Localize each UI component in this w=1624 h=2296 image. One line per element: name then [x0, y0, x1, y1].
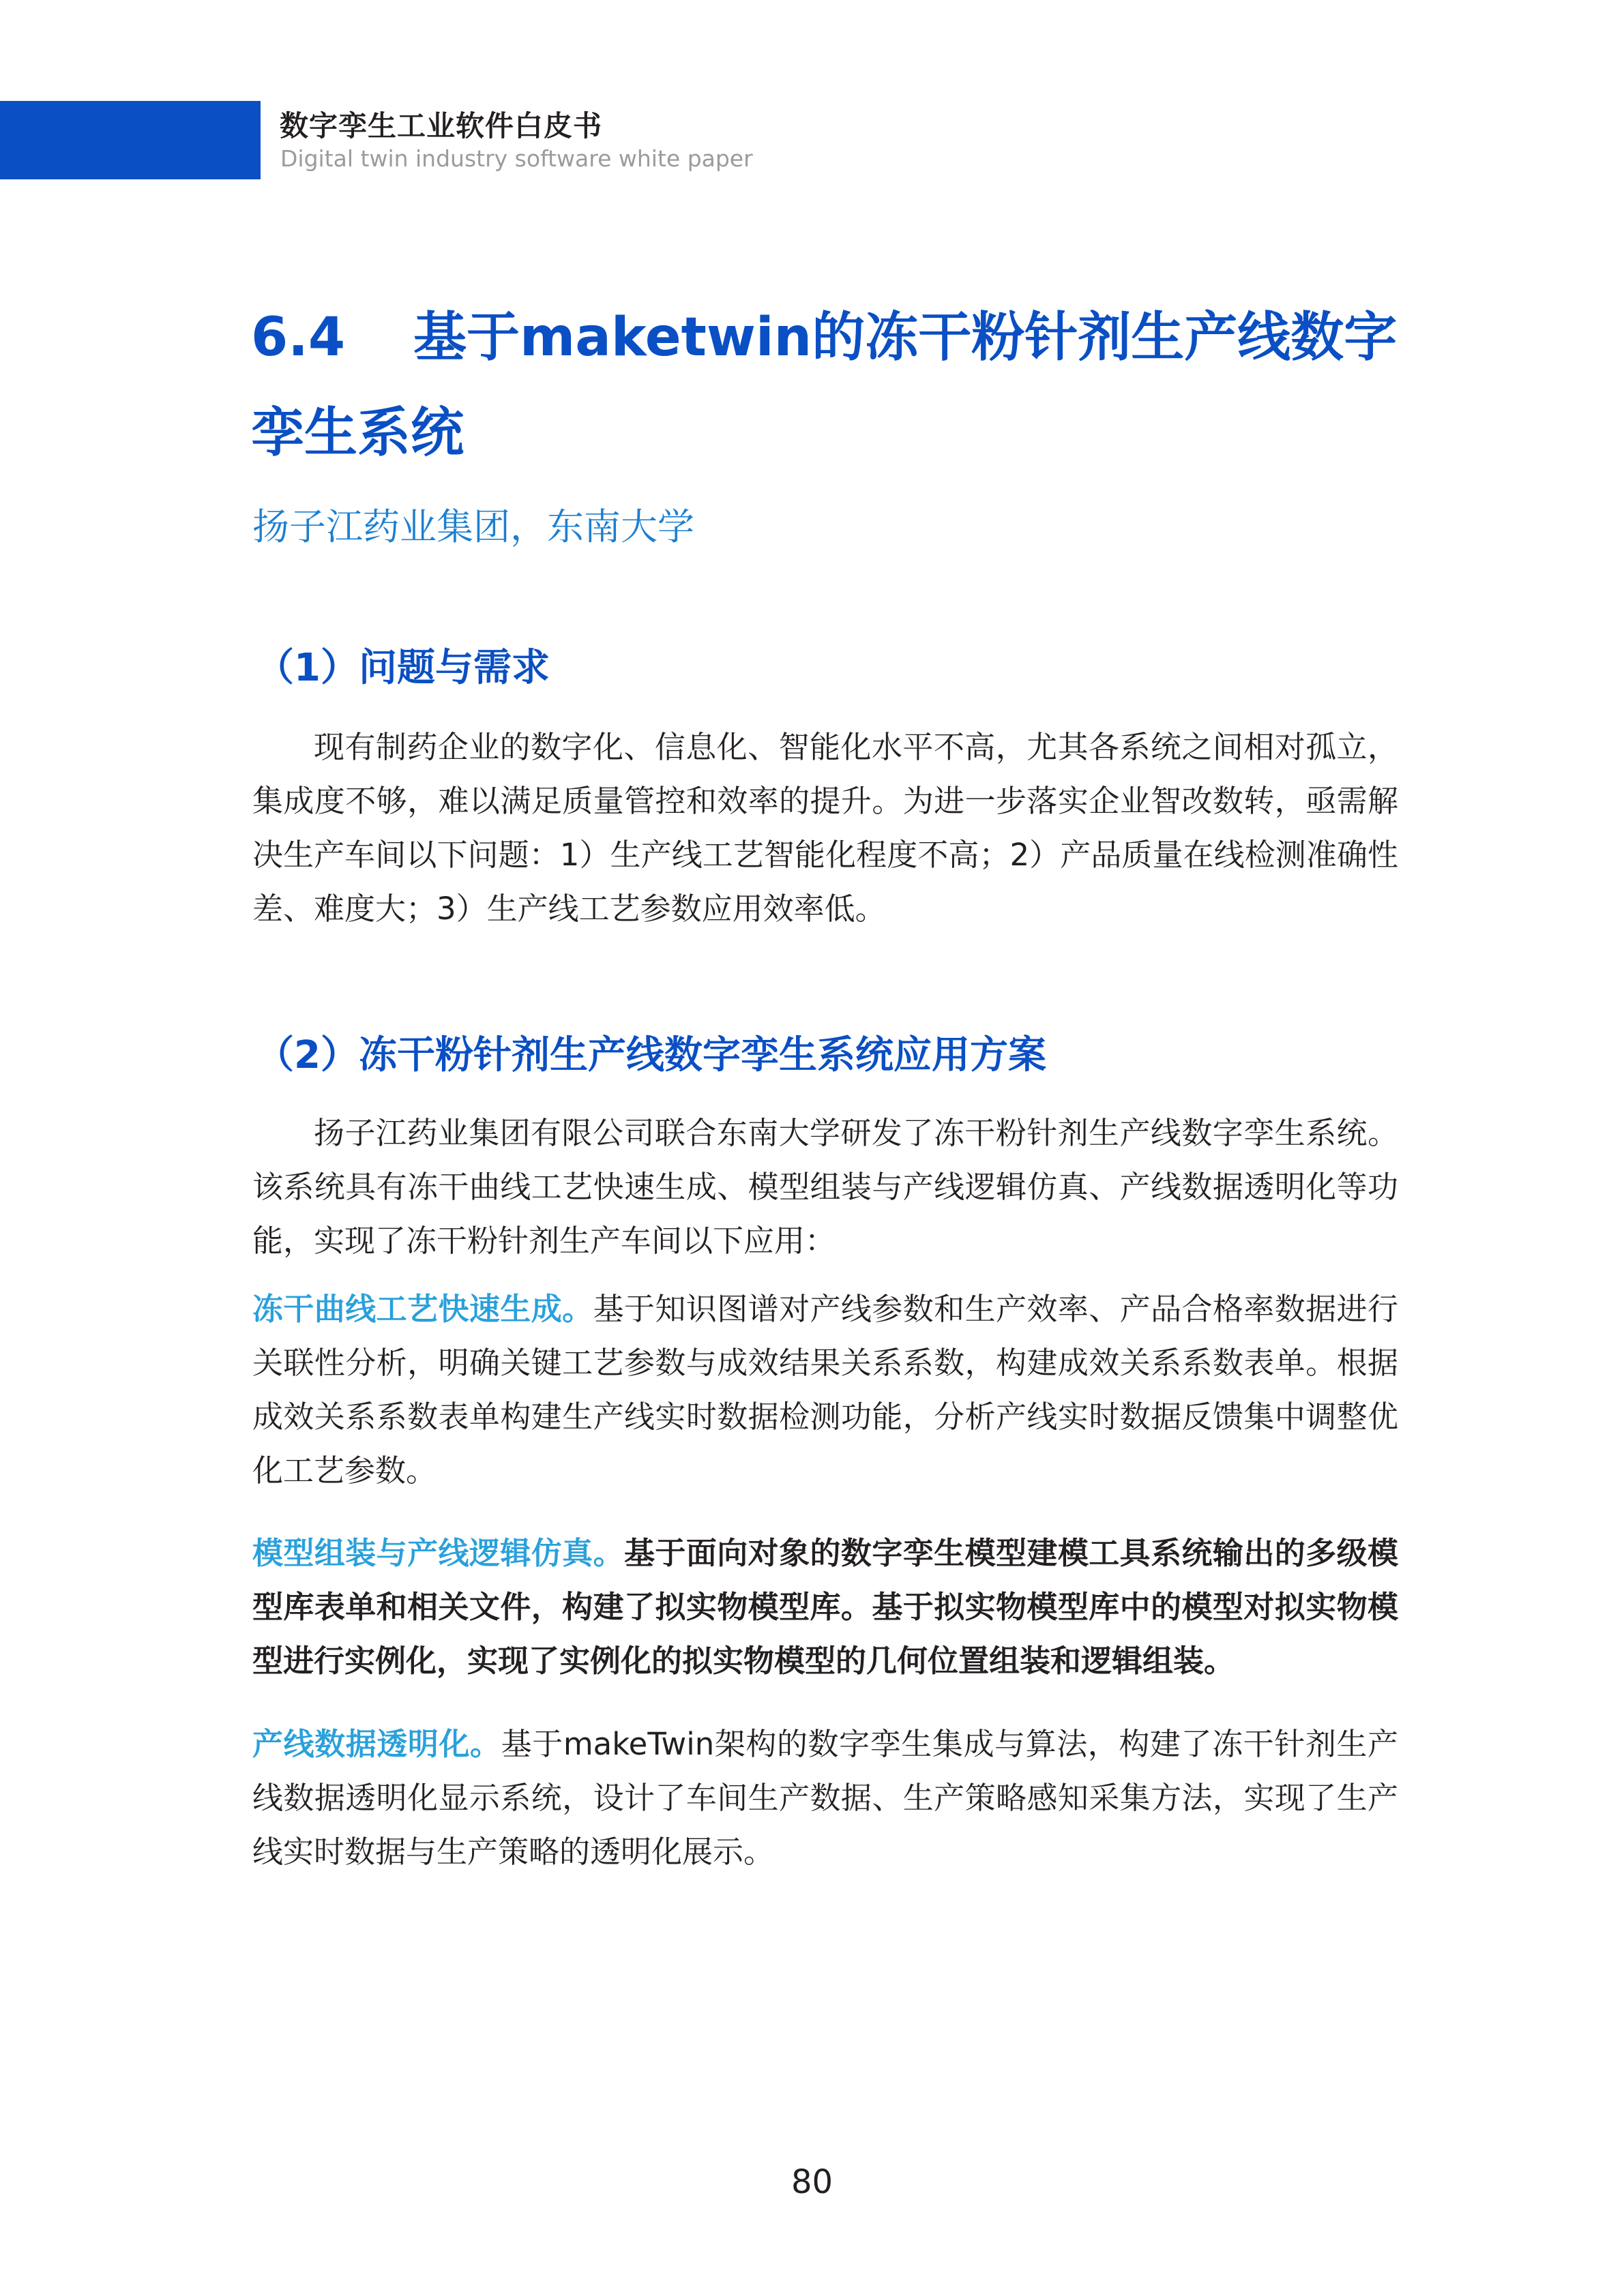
item-lead: 模型组装与产线逻辑仿真。	[252, 1535, 624, 1571]
header-subtitle: Digital twin industry software white paper	[280, 145, 753, 172]
solution-item-model-assembly	[252, 1526, 1398, 1688]
header-title: 数字孪生工业软件白皮书	[280, 109, 603, 143]
solution-item-data-transparency	[252, 1717, 1398, 1879]
solution-intro-paragraph: 扬子江药业集团有限公司联合东南大学研发了冻干粉针剂生产线数字孪生系统。该系统具有冻干曲线工艺快速生成、模型组装与产线逻辑仿真、产线数据透明化等功能，实现了冻干粉针剂生产车间以下应用：	[252, 1115, 1398, 1259]
section-title-text: 基于maketwin的冻干粉针剂生产线数字孪生系统	[251, 307, 1398, 464]
section-authors: 扬子江药业集团，东南大学	[252, 505, 694, 548]
solution-item-freeze-drying-curve	[252, 1282, 1398, 1497]
item-text: 基于知识图谱对产线参数和生产效率、产品合格率数据进行关联性分析，明确关键工艺参数与成效结果关系系数，构建成效关系系数表单。根据成效关系系数表单构建生产线实时数据检测功能，分析产线实时数据反馈集中调整优化工艺参数。	[252, 1291, 1398, 1489]
item-text: 基于面向对象的数字孪生模型建模工具系统输出的多级模型库表单和相关文件，构建了拟实物模型库。基于拟实物模型库中的模型对拟实物模型进行实例化，实现了实例化的拟实物模型的几何位置组装和逻辑组装。	[252, 1535, 1398, 1679]
header-accent-bar	[0, 101, 261, 179]
section-title	[251, 290, 1411, 481]
problem-paragraph: 现有制药企业的数字化、信息化、智能化水平不高，尤其各系统之间相对孤立，集成度不够，难以满足质量管控和效率的提升。为进一步落实企业智改数转，亟需解决生产车间以下问题：1）生产线工艺智能化程度不高；2）产品质量在线检测准确性差、难度大；3）生产线工艺参数应用效率低。	[252, 729, 1398, 927]
item-text: 基于makeTwin架构的数字孪生集成与算法，构建了冻干针剂生产线数据透明化显示系统，设计了车间生产数据、生产策略感知采集方法，实现了生产线实时数据与生产策略的透明化展示。	[252, 1726, 1398, 1870]
page-number: 80	[791, 2163, 833, 2201]
section-number: 6.4	[251, 307, 346, 368]
item-lead: 冻干曲线工艺快速生成。	[252, 1291, 593, 1327]
problem-heading: （1）问题与需求	[256, 646, 550, 690]
solution-heading: （2）冻干粉针剂生产线数字孪生系统应用方案	[256, 1033, 1046, 1077]
item-lead: 产线数据透明化。	[252, 1726, 501, 1762]
